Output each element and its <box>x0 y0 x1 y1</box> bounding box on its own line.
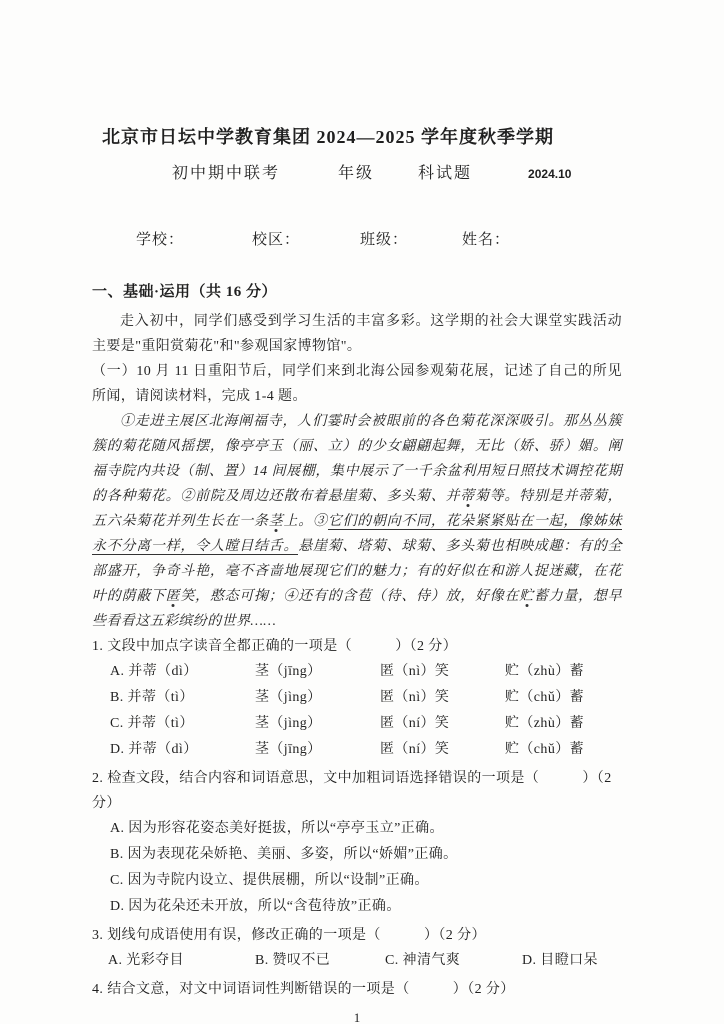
question-3-stem: 3. 划线句成语使用有误，修改正确的一项是（ ）（2 分） <box>92 928 486 943</box>
option-cell: 贮（chǔ）蓄 <box>505 742 585 757</box>
option-cell: 匿（ní）笑 <box>380 742 450 757</box>
option-cell: 匿（nì）笑 <box>380 664 450 679</box>
option-row-c <box>110 711 622 737</box>
page-number: 1 <box>353 1010 361 1024</box>
name-field-label: 姓名： <box>462 232 511 248</box>
option-cell: 贮（chǔ）蓄 <box>505 690 585 705</box>
reading-passage <box>92 409 622 634</box>
question-4-stem: 4. 结合文意，对文中词语词性判断错误的一项是（ ）（2 分） <box>92 982 515 997</box>
question-3-options <box>92 948 622 974</box>
emphasis-dot-char: 贮 <box>519 589 534 604</box>
emphasis-dot-char: 茎 <box>268 514 284 529</box>
emphasis-dot-char: 匿 <box>165 589 181 604</box>
option-cell: C. 神清气爽 <box>385 953 461 968</box>
option-cell: 茎（jīng） <box>255 742 322 757</box>
class-field-label: 班级： <box>360 232 409 248</box>
option-cell: D. 并蒂（dì） <box>110 742 198 757</box>
campus-field-label: 校区： <box>252 232 301 248</box>
option-cell: 匿（nì）笑 <box>380 690 450 705</box>
option-row-b <box>110 685 622 711</box>
option-cell: 茎（jīng） <box>255 664 322 679</box>
question-2-options <box>92 816 622 920</box>
option-cell: C. 并蒂（tì） <box>110 716 194 731</box>
option-cell: B. 并蒂（tì） <box>110 690 194 705</box>
underlined-sentence: 它们的朝向不同，花朵紧紧贴在一起，像姊妹永不分离一样，令人瞠目结舌。 <box>92 514 623 554</box>
option-row-a <box>110 659 622 685</box>
option-cell: A. 并蒂（dì） <box>110 664 198 679</box>
passage-segment: 菊等。特别是并蒂菊，五六朵菊花并列生长在一条 <box>92 489 622 529</box>
passage-segment: 上。③ <box>283 514 328 529</box>
student-info-line <box>92 229 622 251</box>
option-row-d: D. 因为花朵还未开放，所以“含苞待放”正确。 <box>110 899 401 914</box>
option-cell: B. 赞叹不已 <box>255 953 331 968</box>
paper-date: 2024.10 <box>528 167 572 181</box>
intro-paragraph-2: （一）10 月 11 日重阳节后，同学们来到北海公园参观菊花展，记述了自己的所见所闻，请阅读材料，完成 1-4 题。 <box>92 364 622 404</box>
option-cell: 匿（ní）笑 <box>380 716 450 731</box>
passage-segment: ①走进主展区北海阐福寺，人们霎时会被眼前的各色菊花深深吸引。那丛丛簇簇的菊花随风摇摆，像亭亭玉（丽、立）的少女翩翩起舞，无比（娇、骄）媚。阐福寺院内共设（制、置）14 间展棚，集中展示了一千余盆利用短日照技术调控花期的各种菊花。②前院及周边还散布着悬崖菊、多头菊、并 <box>92 414 622 504</box>
option-cell: 贮（zhù）蓄 <box>505 716 585 731</box>
option-cell: 贮（zhù）蓄 <box>505 664 585 679</box>
option-cell: A. 光彩夺目 <box>108 953 184 968</box>
option-cell: 茎（jìng） <box>255 690 322 705</box>
option-row-c: C. 因为寺院内设立、提供展棚，所以“设制”正确。 <box>110 873 429 888</box>
subject-blank-label: 科试题 <box>418 165 473 182</box>
option-row-b: B. 因为表现花朵娇艳、美丽、多姿，所以“娇媚”正确。 <box>110 847 458 862</box>
paper-title: 北京市日坛中学教育集团 2024—2025 学年度秋季学期 <box>102 127 554 147</box>
option-row-d <box>110 737 622 763</box>
emphasis-dot-char: 蒂 <box>460 489 476 504</box>
passage-segment: 笑，憨态可掬；④还有的含苞（待、侍）放，好像在 <box>180 589 520 604</box>
option-cell: D. 目瞪口呆 <box>522 953 598 968</box>
paper-subtitle <box>92 163 622 185</box>
passage-segment: 悬崖菊、塔菊、球菊、多头菊也相映成趣：有的全部盛开，争奇斗艳，毫不吝啬地展现它们的魅力；有的好似在和游人捉迷藏，在花叶的荫蔽下 <box>92 539 622 604</box>
question-2-stem: 2. 检查文段，结合内容和词语意思，文中加粗词语选择错误的一项是（ ）（2 分） <box>92 771 612 811</box>
question-1-stem: 1. 文段中加点字读音全都正确的一项是（ ）（2 分） <box>92 639 458 654</box>
question-1-options <box>92 659 622 763</box>
school-field-label: 学校： <box>136 232 185 248</box>
grade-blank-label: 年级 <box>338 165 375 182</box>
option-cell: 茎（jìng） <box>255 716 322 731</box>
passage-segment: 蓄力量，想早些看看这五彩缤纷的世界…… <box>92 589 622 629</box>
exam-name: 初中期中联考 <box>172 165 281 182</box>
option-row-a: A. 因为形容花姿态美好挺拔，所以“亭亭玉立”正确。 <box>110 821 444 836</box>
section-1-heading: 一、基础·运用（共 16 分） <box>92 284 278 300</box>
intro-paragraph-1: 走入初中，同学们感受到学习生活的丰富多彩。这学期的社会大课堂实践活动主要是"重阳赏菊花"和"参观国家博物馆"。 <box>92 314 622 354</box>
